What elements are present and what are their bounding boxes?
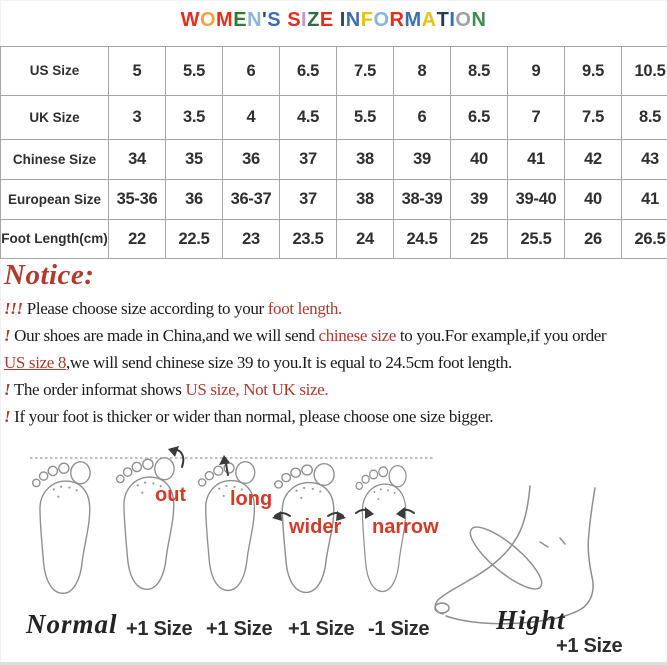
title-letter: I (339, 9, 346, 31)
size-cell: 41 (508, 140, 565, 180)
bottom-label-plus1-a: +1 Size (126, 618, 193, 640)
size-cell: 39 (451, 180, 508, 220)
title-letter: N (471, 9, 487, 31)
size-cell: 25 (451, 220, 508, 259)
row-label: European Size (1, 180, 109, 220)
foot-label-out: out (155, 484, 187, 506)
notice-highlight: !!! (4, 299, 23, 318)
title-letter: O (199, 9, 217, 31)
title-letter: M (404, 9, 422, 31)
title-letter: F (360, 9, 374, 31)
size-cell: 38 (337, 180, 394, 220)
title-letter: E (319, 9, 334, 31)
size-table-body (1, 47, 667, 259)
size-cell: 41 (622, 180, 667, 220)
notice-highlight: ! (4, 407, 11, 426)
table-row (1, 96, 667, 140)
title-letter: M (216, 9, 234, 31)
size-cell: 43 (622, 140, 667, 180)
title-letter: ' (262, 9, 268, 31)
title-letter: N (345, 9, 361, 31)
notice-lines (4, 295, 667, 430)
size-cell: 36 (223, 140, 280, 180)
notice-section (4, 258, 667, 430)
size-cell: 4.5 (280, 96, 337, 140)
bottom-label-plus1-d: +1 Size (556, 635, 623, 657)
size-cell: 7.5 (565, 96, 622, 140)
notice-text: to you.For example,if you order (396, 326, 607, 345)
notice-text: Our shoes are made in China,and we will send (10, 326, 319, 345)
title-letter: N (247, 9, 263, 31)
size-cell: 35-36 (109, 180, 166, 220)
size-cell: 9.5 (565, 47, 622, 96)
title-letter: E (233, 9, 248, 31)
foot-outline-long-icon (199, 462, 255, 591)
notice-line (4, 349, 667, 376)
title-letter: O (455, 9, 472, 31)
notice-highlight: foot length. (267, 299, 342, 318)
size-cell: 6 (394, 96, 451, 140)
size-cell: 40 (565, 180, 622, 220)
bottom-label-plus1-b: +1 Size (206, 618, 273, 640)
size-cell: 36 (166, 180, 223, 220)
side-foot-icon (435, 486, 595, 624)
size-cell: 38-39 (394, 180, 451, 220)
size-cell: 22.5 (166, 220, 223, 259)
size-cell: 26 (565, 220, 622, 259)
size-cell: 36-37 (223, 180, 280, 220)
notice-text: If your foot is thicker or wider than normal, please choose one size bigger. (10, 407, 494, 426)
title-letter: A (421, 9, 437, 31)
size-cell: 10.5 (622, 47, 667, 96)
bottom-label-plus1-c: +1 Size (288, 618, 355, 640)
bottom-label-hight: Hight (496, 605, 566, 635)
notice-line (4, 295, 667, 322)
notice-heading: Notice: (4, 259, 95, 291)
size-cell: 6 (223, 47, 280, 96)
notice-text: The order informat shows (10, 380, 186, 399)
table-row (1, 47, 667, 96)
size-cell: 25.5 (508, 220, 565, 259)
size-cell: 6.5 (280, 47, 337, 96)
size-cell: 42 (565, 140, 622, 180)
foot-label-wider: wider (289, 516, 342, 538)
size-cell: 8 (394, 47, 451, 96)
size-cell: 3.5 (166, 96, 223, 140)
foot-diagram (0, 445, 667, 665)
foot-outline-out-icon (117, 458, 175, 590)
size-cell: 5.5 (337, 96, 394, 140)
size-cell: 3 (109, 96, 166, 140)
notice-highlight: US size, Not UK size. (185, 380, 329, 399)
notice-line (4, 376, 667, 403)
size-cell: 9 (508, 47, 565, 96)
size-cell: 38 (337, 140, 394, 180)
bottom-label-minus1: -1 Size (368, 618, 430, 640)
size-cell: 8.5 (622, 96, 667, 140)
title-letter: I (449, 9, 456, 31)
size-cell: 7.5 (337, 47, 394, 96)
size-cell: 5.5 (166, 47, 223, 96)
size-table (0, 46, 667, 259)
bottom-label-normal: Normal (26, 609, 118, 639)
foot-outline-normal-icon (33, 462, 91, 594)
size-cell: 40 (451, 140, 508, 180)
table-row (1, 140, 667, 180)
title-letter: O (373, 9, 390, 31)
size-cell: 26.5 (622, 220, 667, 259)
size-cell: 24.5 (394, 220, 451, 259)
title-letter: R (389, 9, 405, 31)
row-label: UK Size (1, 96, 109, 140)
notice-text: Please choose size according to your (22, 299, 268, 318)
foot-label-narrow: narrow (372, 516, 439, 538)
size-cell: 6.5 (451, 96, 508, 140)
notice-highlight: chinese size (318, 326, 396, 345)
size-cell: 23 (223, 220, 280, 259)
size-cell: 24 (337, 220, 394, 259)
title-letter: T (436, 9, 450, 31)
size-cell: 4 (223, 96, 280, 140)
notice-line (4, 403, 667, 430)
size-cell: 22 (109, 220, 166, 259)
size-cell: 23.5 (280, 220, 337, 259)
title-letter: I (301, 9, 308, 31)
row-label: Chinese Size (1, 140, 109, 180)
title-letter: S (267, 9, 282, 31)
size-cell: 39 (394, 140, 451, 180)
size-cell: 39-40 (508, 180, 565, 220)
row-label: Foot Length(cm) (1, 220, 109, 259)
notice-highlight: ! (4, 380, 11, 399)
size-cell: 37 (280, 180, 337, 220)
notice-highlight: ! (4, 326, 11, 345)
size-cell: 7 (508, 96, 565, 140)
title-letter: W (180, 9, 200, 31)
notice-line (4, 322, 667, 349)
size-cell: 35 (166, 140, 223, 180)
table-row (1, 220, 667, 259)
size-cell: 34 (109, 140, 166, 180)
table-row (1, 180, 667, 220)
size-cell: 8.5 (451, 47, 508, 96)
size-cell: 5 (109, 47, 166, 96)
row-label: US Size (1, 47, 109, 96)
instep-measure-loop-icon (463, 518, 550, 597)
title-letter: S (287, 9, 302, 31)
page-title (0, 9, 667, 32)
notice-text: ,we will send chinese size 39 to you.It is equal to 24.5cm foot length. (66, 353, 512, 372)
size-cell: 37 (280, 140, 337, 180)
notice-highlight: US size 8 (4, 353, 67, 372)
foot-label-long: long (230, 488, 273, 510)
title-letter: Z (307, 9, 320, 31)
